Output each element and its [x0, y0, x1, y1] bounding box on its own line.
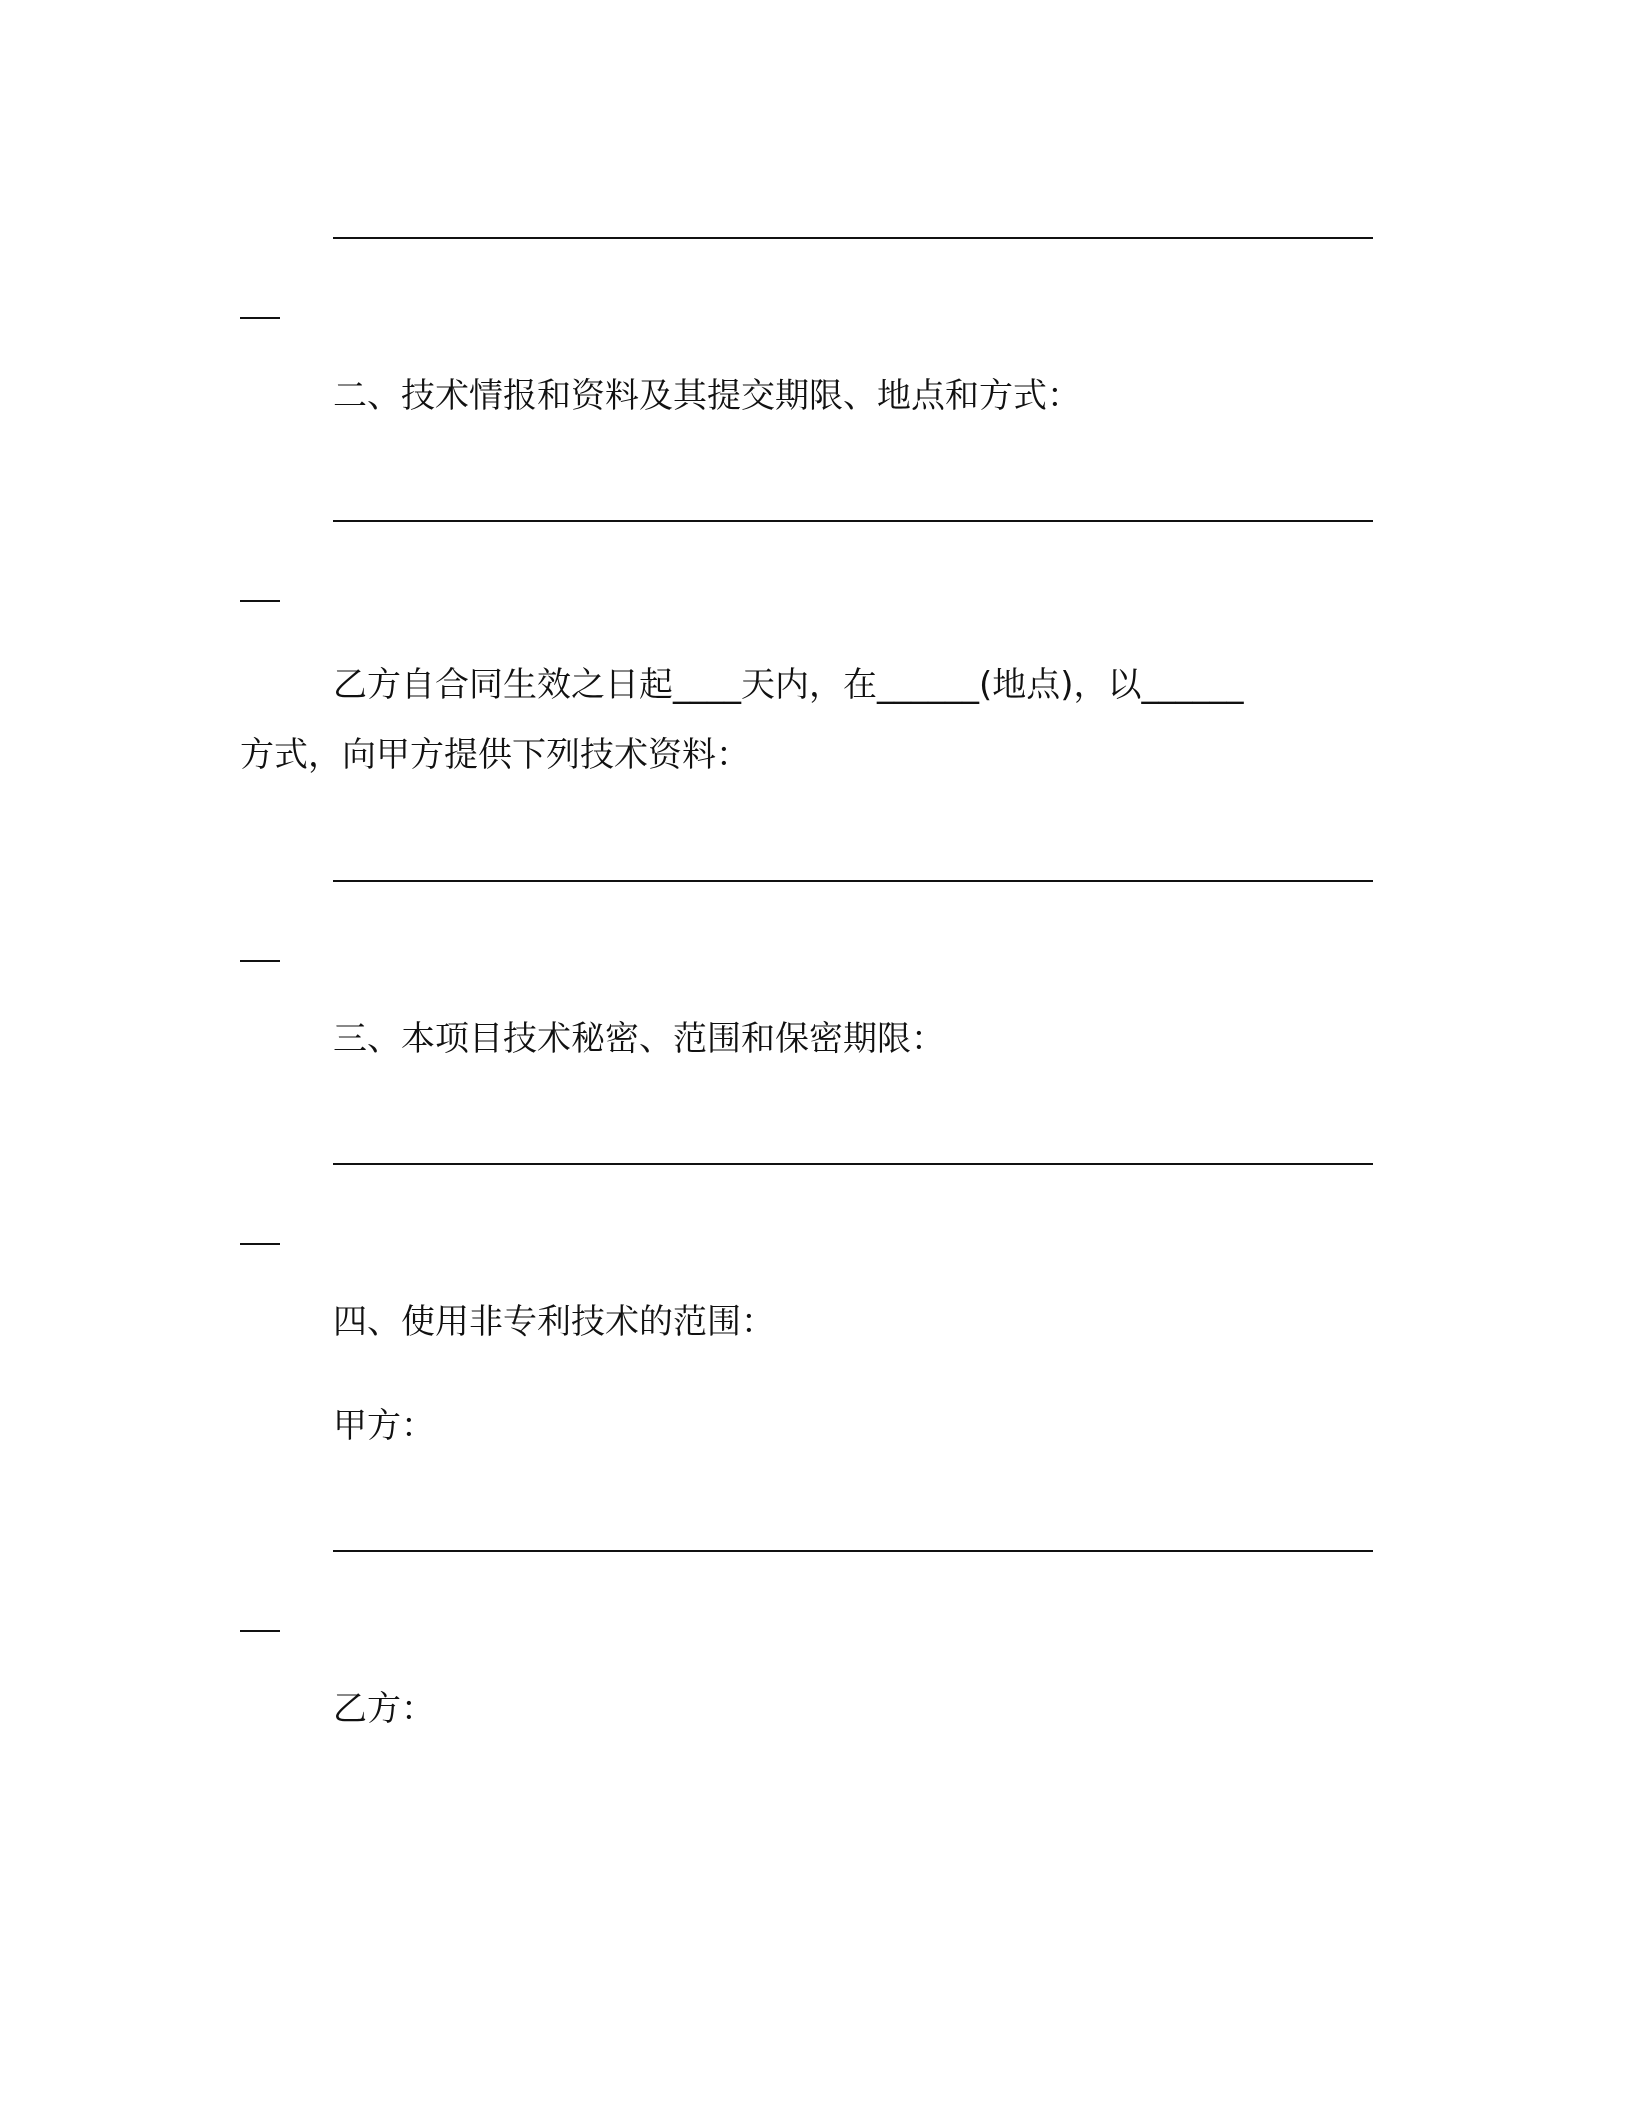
blank-fill-line-continuation [240, 317, 280, 319]
party-a-label: 甲方： [333, 1406, 435, 1446]
blank-fill-line [333, 1550, 1373, 1552]
blank-fill-line-continuation [240, 1243, 280, 1245]
blank-fill-line [333, 880, 1373, 882]
section-3-heading: 三、本项目技术秘密、范围和保密期限： [333, 1019, 945, 1059]
delivery-paragraph-line-1: 乙方自合同生效之日起____天内，在______(地点)，以______ [333, 665, 1244, 705]
blank-fill-line [333, 1163, 1373, 1165]
blank-fill-line [333, 237, 1373, 239]
section-4-heading: 四、使用非专利技术的范围： [333, 1302, 775, 1342]
blank-fill-line-continuation [240, 600, 280, 602]
blank-fill-line-continuation [240, 1630, 280, 1632]
delivery-paragraph-line-2: 方式，向甲方提供下列技术资料： [240, 735, 750, 775]
blank-fill-line-continuation [240, 960, 280, 962]
party-b-label: 乙方： [333, 1689, 435, 1729]
blank-fill-line [333, 520, 1373, 522]
section-2-heading: 二、技术情报和资料及其提交期限、地点和方式： [333, 376, 1081, 416]
